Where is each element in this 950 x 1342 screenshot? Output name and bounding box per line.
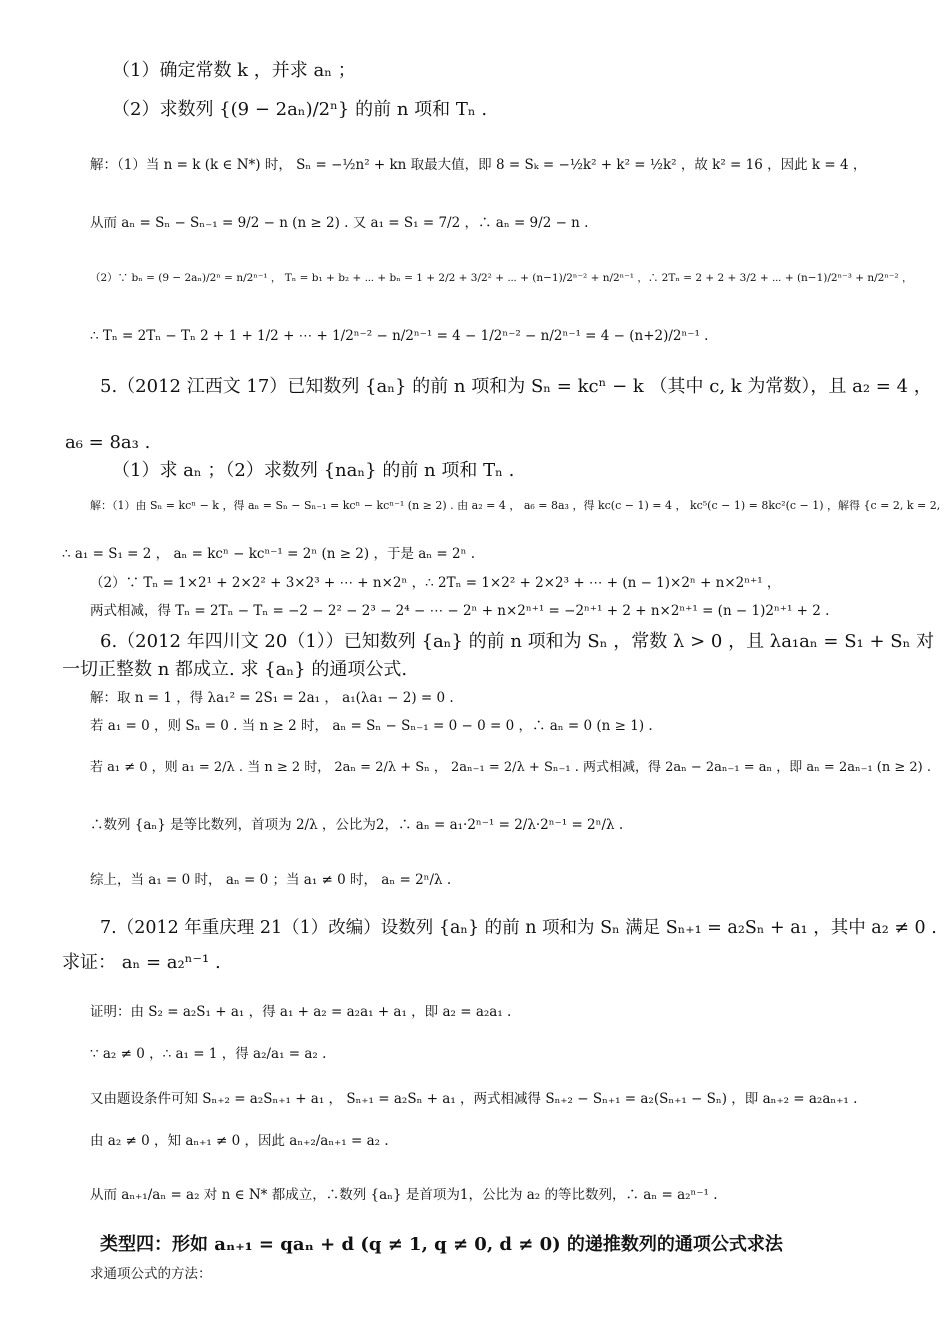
text-line-p5-sol3: （2）∵ Tₙ = 1×2¹ + 2×2² + 3×2³ + ⋯ + n×2ⁿ ，∴ 2Tₙ = 1×2² + 2×2³ + ⋯ + (n − 1)×2ⁿ + n×2ⁿ⁺¹ ， xyxy=(90,575,781,591)
text-line-p7-sol4: 由 a₂ ≠ 0 ，知 aₙ₊₁ ≠ 0 ，因此 aₙ₊₂/aₙ₊₁ = a₂ . xyxy=(90,1133,389,1149)
text-line-p5-sol2: ∴ a₁ = S₁ = 2 ， aₙ = kcⁿ − kcⁿ⁻¹ = 2ⁿ (n ≥ 2) ，于是 aₙ = 2ⁿ . xyxy=(62,546,476,562)
text-line-p6-title2: 一切正整数 n 都成立. 求 {aₙ} 的通项公式. xyxy=(62,659,408,680)
text-line-s4-sol1: 解：（1）当 n = k (k ∈ N*) 时， Sₙ = −½n² + kn 取最大值，即 8 = Sₖ = −½k² + k² = ½k² ，故 k² = 16 ，因此 k = 4 ， xyxy=(90,157,867,173)
text-line-type4-title: 类型四：形如 aₙ₊₁ = qaₙ + d (q ≠ 1, q ≠ 0, d ≠ 0) 的递推数列的通项公式求法 xyxy=(100,1234,783,1255)
text-line-p1-q2: （2）求数列 {(9 − 2aₙ)/2ⁿ} 的前 n 项和 Tₙ . xyxy=(112,99,488,120)
text-line-s4-sol3: （2）∵ bₙ = (9 − 2aₙ)/2ⁿ = n/2ⁿ⁻¹ ， Tₙ = b₁ + b₂ + ⋯ + bₙ = 1 + 2/2 + 3/2² + ⋯ + (n−1)/2ⁿ⁻² + n/2ⁿ⁻¹ ，∴ 2Tₙ = 2 + 2 + 3/2 + ⋯ + (n−1)/2ⁿ⁻³ + n/2ⁿ⁻² ， xyxy=(90,272,913,284)
text-line-p6-sol4: ∴数列 {aₙ} 是等比数列，首项为 2/λ ，公比为2，∴ aₙ = a₁·2ⁿ⁻¹ = 2/λ·2ⁿ⁻¹ = 2ⁿ/λ . xyxy=(90,817,624,833)
text-line-p5-sol4: 两式相减，得 Tₙ = 2Tₙ − Tₙ = −2 − 2² − 2³ − 2⁴ − ⋯ − 2ⁿ + n×2ⁿ⁺¹ = −2ⁿ⁺¹ + 2 + n×2ⁿ⁺¹ = (n − 1)2ⁿ⁺¹ + 2 . xyxy=(90,603,830,619)
text-line-p7-title2: 求证： aₙ = a₂ⁿ⁻¹ . xyxy=(62,952,221,973)
text-line-p5-title2: a₆ = 8a₃ . xyxy=(65,432,151,453)
text-line-p7-sol5: 从而 aₙ₊₁/aₙ = a₂ 对 n ∈ N* 都成立，∴数列 {aₙ} 是首项为1，公比为 a₂ 的等比数列，∴ aₙ = a₂ⁿ⁻¹ . xyxy=(90,1187,718,1203)
text-line-p6-sol1: 解：取 n = 1 ，得 λa₁² = 2S₁ = 2a₁ ， a₁(λa₁ − 2) = 0 . xyxy=(90,690,454,706)
text-line-p5-title: 5.（2012 江西文 17）已知数列 {aₙ} 的前 n 项和为 Sₙ = kcⁿ − k （其中 c, k 为常数），且 a₂ = 4 ， xyxy=(100,376,932,397)
text-line-p6-sol3: 若 a₁ ≠ 0 ，则 a₁ = 2/λ . 当 n ≥ 2 时， 2aₙ = 2/λ + Sₙ ， 2aₙ₋₁ = 2/λ + Sₙ₋₁ . 两式相减，得 2aₙ − 2aₙ₋₁ = aₙ ，即 aₙ = 2aₙ₋₁ (n ≥ 2) . xyxy=(90,760,932,775)
text-line-method: 求通项公式的方法： xyxy=(90,1266,212,1282)
text-line-p6-sol2: 若 a₁ = 0 ，则 Sₙ = 0 . 当 n ≥ 2 时， aₙ = Sₙ − Sₙ₋₁ = 0 − 0 = 0 ，∴ aₙ = 0 (n ≥ 1) . xyxy=(90,718,653,734)
text-line-p6-title: 6.（2012 年四川文 20（1））已知数列 {aₙ} 的前 n 项和为 Sₙ ，常数 λ > 0 ，且 λa₁aₙ = S₁ + Sₙ 对 xyxy=(100,631,935,652)
text-line-p1-q1: （1）确定常数 k ，并求 aₙ ； xyxy=(112,60,356,81)
text-line-p5-sol1: 解：（1）由 Sₙ = kcⁿ − k ，得 aₙ = Sₙ − Sₙ₋₁ = kcⁿ − kcⁿ⁻¹ (n ≥ 2) . 由 a₂ = 4 ， a₆ = 8a₃ ，得 kc(c − 1) = 4 ， kc⁵(c − 1) = 8kc²(c − 1) ，解得 {c = 2, k = 2, xyxy=(90,499,941,512)
text-line-p5-q: （1）求 aₙ ；（2）求数列 {naₙ} 的前 n 项和 Tₙ . xyxy=(112,460,515,481)
text-line-p7-sol1: 证明：由 S₂ = a₂S₁ + a₁ ，得 a₁ + a₂ = a₂a₁ + a₁ ，即 a₂ = a₂a₁ . xyxy=(90,1004,512,1020)
text-line-p6-sol5: 综上，当 a₁ = 0 时， aₙ = 0 ；当 a₁ ≠ 0 时， aₙ = 2ⁿ/λ . xyxy=(90,872,452,888)
text-line-p7-sol2: ∵ a₂ ≠ 0 ，∴ a₁ = 1 ，得 a₂/a₁ = a₂ . xyxy=(90,1046,327,1062)
text-line-s4-sol4: ∴ Tₙ = 2Tₙ − Tₙ 2 + 1 + 1/2 + ⋯ + 1/2ⁿ⁻² − n/2ⁿ⁻¹ = 4 − 1/2ⁿ⁻² − n/2ⁿ⁻¹ = 4 − (n+2)/2ⁿ⁻¹ . xyxy=(90,328,709,344)
text-line-s4-sol2: 从而 aₙ = Sₙ − Sₙ₋₁ = 9/2 − n (n ≥ 2) . 又 a₁ = S₁ = 7/2 ，∴ aₙ = 9/2 − n . xyxy=(90,215,589,231)
text-line-p7-sol3: 又由题设条件可知 Sₙ₊₂ = a₂Sₙ₊₁ + a₁ ， Sₙ₊₁ = a₂Sₙ + a₁ ，两式相减得 Sₙ₊₂ − Sₙ₊₁ = a₂(Sₙ₊₁ − Sₙ) ，即 aₙ₊₂ = a₂aₙ₊₁ . xyxy=(90,1091,858,1107)
text-line-p7-title: 7.（2012 年重庆理 21（1）改编）设数列 {aₙ} 的前 n 项和为 Sₙ 满足 Sₙ₊₁ = a₂Sₙ + a₁ ，其中 a₂ ≠ 0 . xyxy=(100,918,937,938)
